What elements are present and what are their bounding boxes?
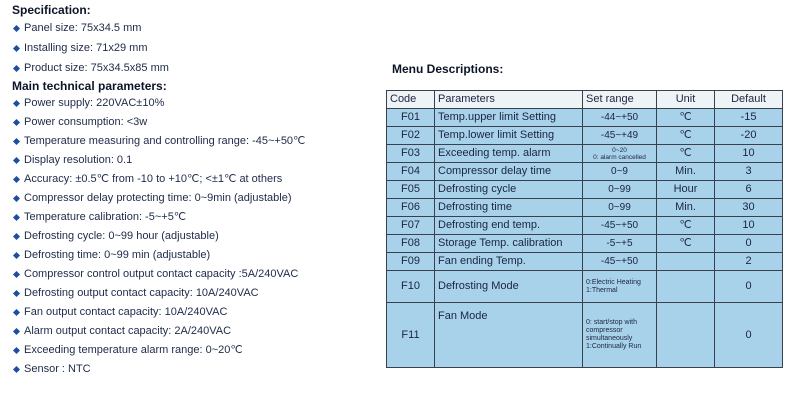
technical-list [12, 94, 382, 379]
table-header-row [387, 91, 783, 109]
table-row [387, 163, 783, 181]
header-set-range: Set range [583, 91, 657, 109]
list-item [12, 227, 382, 246]
cell-code: F09 [387, 253, 435, 271]
cell-parameter: Defrosting end temp. [435, 217, 583, 235]
cell-unit: Min. [657, 199, 715, 217]
list-item [12, 360, 382, 379]
cell-unit: ℃ [657, 145, 715, 163]
diamond-bullet-icon [13, 290, 20, 297]
cell-unit: ℃ [657, 235, 715, 253]
list-item-text: Fan output contact capacity: 10A/240VAC [24, 306, 228, 318]
cell-default: 10 [715, 145, 783, 163]
cell-code: F03 [387, 145, 435, 163]
cell-parameter: Defrosting cycle [435, 181, 583, 199]
cell-unit: Hour [657, 181, 715, 199]
list-item [12, 151, 382, 170]
diamond-bullet-icon [13, 366, 20, 373]
set-range-line: compressor [586, 327, 623, 334]
list-item-text: Display resolution: 0.1 [24, 154, 133, 166]
list-item [12, 246, 382, 265]
cell-unit: ℃ [657, 127, 715, 145]
table-row [387, 217, 783, 235]
diamond-bullet-icon [13, 252, 20, 259]
table-row [387, 235, 783, 253]
set-range-line: 0: start/stop with [586, 319, 637, 326]
list-item [12, 113, 382, 132]
specification-list [12, 18, 382, 78]
list-item-text: Product size: 75x34.5x85 mm [24, 62, 169, 74]
cell-set-range: 0~99 [583, 199, 657, 217]
diamond-bullet-icon [13, 176, 20, 183]
cell-default: -20 [715, 127, 783, 145]
diamond-bullet-icon [13, 195, 20, 202]
list-item-text: Accuracy: ±0.5℃ from -10 to +10℃; <±1℃ at others [24, 173, 283, 185]
diamond-bullet-icon [13, 138, 20, 145]
cell-default: 3 [715, 163, 783, 181]
table-row [387, 303, 783, 368]
cell-set-range: -5~+5 [583, 235, 657, 253]
cell-set-range: -44~+50 [583, 109, 657, 127]
set-range-line: 0:Electric Heating [586, 278, 641, 286]
menu-section [386, 62, 786, 368]
cell-unit [657, 271, 715, 303]
cell-code: F07 [387, 217, 435, 235]
specification-heading: Specification: [12, 3, 91, 17]
set-range-line: 1:Thermal [586, 286, 618, 294]
table-row [387, 181, 783, 199]
diamond-bullet-icon [13, 347, 20, 354]
list-item [12, 265, 382, 284]
cell-parameter: Defrosting time [435, 199, 583, 217]
diamond-bullet-icon [13, 271, 20, 278]
diamond-bullet-icon [13, 44, 20, 51]
cell-unit: Min. [657, 163, 715, 181]
cell-parameter: Fan ending Temp. [435, 253, 583, 271]
cell-parameter: Compressor delay time [435, 163, 583, 181]
diamond-bullet-icon [13, 157, 20, 164]
cell-default: 2 [715, 253, 783, 271]
list-item-text: Defrosting output contact capacity: 10A/240VAC [24, 287, 259, 299]
list-item [12, 132, 382, 151]
header-unit: Unit [657, 91, 715, 109]
list-item-text: Exceeding temperature alarm range: 0~20℃ [24, 344, 243, 356]
cell-default: -15 [715, 109, 783, 127]
list-item [12, 189, 382, 208]
diamond-bullet-icon [13, 24, 20, 31]
list-item-text: Power consumption: <3w [24, 116, 148, 128]
cell-set-range [583, 271, 657, 303]
cell-code: F04 [387, 163, 435, 181]
list-item [12, 303, 382, 322]
set-range-value: 0~20 [612, 146, 627, 154]
menu-table [386, 90, 783, 368]
set-range-line: simultaneously [586, 335, 633, 342]
cell-parameter: Exceeding temp. alarm [435, 145, 583, 163]
header-code: Code [387, 91, 435, 109]
cell-default: 6 [715, 181, 783, 199]
set-range-note: 0: alarm cancelled [593, 153, 646, 161]
list-item-text: Defrosting cycle: 0~99 hour (adjustable) [24, 230, 219, 242]
diamond-bullet-icon [13, 64, 20, 71]
list-item [12, 94, 382, 113]
cell-default: 0 [715, 271, 783, 303]
table-row [387, 127, 783, 145]
diamond-bullet-icon [13, 214, 20, 221]
cell-set-range: 0~9 [583, 163, 657, 181]
cell-set-range: -45~+49 [583, 127, 657, 145]
cell-unit: ℃ [657, 109, 715, 127]
cell-set-range [583, 303, 657, 368]
cell-parameter: Storage Temp. calibration [435, 235, 583, 253]
cell-code: F05 [387, 181, 435, 199]
cell-set-range [583, 145, 657, 163]
cell-code: F11 [387, 303, 435, 368]
cell-unit [657, 253, 715, 271]
list-item [12, 322, 382, 341]
cell-set-range: -45~+50 [583, 217, 657, 235]
list-item [12, 341, 382, 360]
table-row [387, 253, 783, 271]
list-item [12, 208, 382, 227]
table-row [387, 145, 783, 163]
table-row [387, 199, 783, 217]
set-range-line: 1:Continually Run [586, 343, 642, 350]
list-item-text: Alarm output contact capacity: 2A/240VAC [24, 325, 232, 337]
cell-default: 0 [715, 235, 783, 253]
cell-parameter: Fan Mode [435, 303, 583, 368]
left-column [12, 2, 382, 379]
cell-parameter: Temp.upper limit Setting [435, 109, 583, 127]
diamond-bullet-icon [13, 119, 20, 126]
table-row [387, 109, 783, 127]
cell-default: 0 [715, 303, 783, 368]
list-item-text: Installing size: 71x29 mm [24, 42, 148, 54]
cell-unit [657, 303, 715, 368]
cell-unit: ℃ [657, 217, 715, 235]
list-item-text: Compressor control output contact capacity :5A/240VAC [24, 268, 299, 280]
list-item-text: Defrosting time: 0~99 min (adjustable) [24, 249, 211, 261]
menu-title: Menu Descriptions: [392, 62, 504, 76]
cell-parameter: Temp.lower limit Setting [435, 127, 583, 145]
diamond-bullet-icon [13, 100, 20, 107]
cell-code: F10 [387, 271, 435, 303]
list-item-text: Panel size: 75x34.5 mm [24, 22, 142, 34]
list-item [12, 38, 382, 58]
diamond-bullet-icon [13, 309, 20, 316]
cell-code: F06 [387, 199, 435, 217]
cell-code: F01 [387, 109, 435, 127]
list-item-text: Compressor delay protecting time: 0~9min (adjustable) [24, 192, 292, 204]
cell-set-range: -45~+50 [583, 253, 657, 271]
diamond-bullet-icon [13, 328, 20, 335]
list-item-text: Temperature measuring and controlling range: -45~+50℃ [24, 135, 306, 147]
header-parameters: Parameters [435, 91, 583, 109]
header-default: Default [715, 91, 783, 109]
cell-code: F08 [387, 235, 435, 253]
diamond-bullet-icon [13, 233, 20, 240]
cell-default: 10 [715, 217, 783, 235]
list-item [12, 284, 382, 303]
cell-parameter: Defrosting Mode [435, 271, 583, 303]
table-row [387, 271, 783, 303]
cell-default: 30 [715, 199, 783, 217]
list-item-text: Sensor : NTC [24, 363, 91, 375]
technical-heading: Main technical parameters: [12, 79, 167, 93]
list-item [12, 170, 382, 189]
cell-set-range: 0~99 [583, 181, 657, 199]
list-item [12, 18, 382, 38]
list-item-text: Power supply: 220VAC±10% [24, 97, 165, 109]
list-item-text: Temperature calibration: -5~+5℃ [24, 211, 187, 223]
list-item [12, 58, 382, 78]
cell-code: F02 [387, 127, 435, 145]
